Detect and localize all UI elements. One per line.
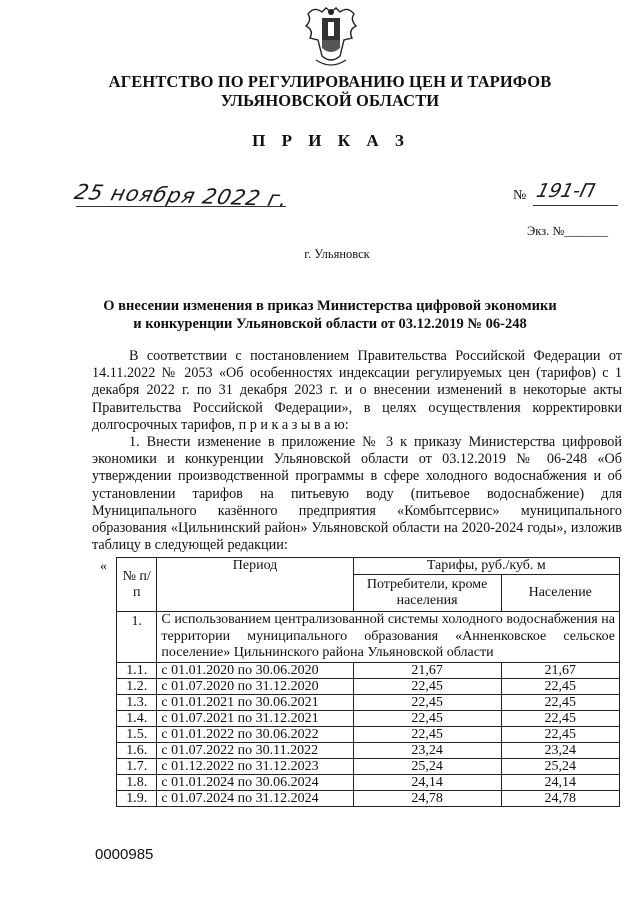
row-population-tariff: 22,45 bbox=[501, 710, 620, 726]
row-number: 1.7. bbox=[117, 758, 157, 774]
row-population-tariff: 25,24 bbox=[501, 758, 620, 774]
row-number: 1.5. bbox=[117, 726, 157, 742]
row-period: с 01.01.2020 по 30.06.2020 bbox=[157, 662, 353, 678]
row-consumers-tariff: 21,67 bbox=[353, 662, 501, 678]
row-population-tariff: 22,45 bbox=[501, 694, 620, 710]
row-period: с 01.07.2021 по 31.12.2021 bbox=[157, 710, 353, 726]
row-number: 1.3. bbox=[117, 694, 157, 710]
row-number: 1.6. bbox=[117, 742, 157, 758]
document-type: П Р И К А З bbox=[252, 131, 410, 150]
row-number: 1.4. bbox=[117, 710, 157, 726]
row-consumers-tariff: 22,45 bbox=[353, 726, 501, 742]
table-row bbox=[117, 774, 620, 790]
row-period: с 01.01.2021 по 30.06.2021 bbox=[157, 694, 353, 710]
row-number: 1.1. bbox=[117, 662, 157, 678]
table-header-row bbox=[117, 558, 620, 575]
section-number: 1. bbox=[117, 612, 157, 663]
row-consumers-tariff: 24,78 bbox=[353, 790, 501, 806]
table-row bbox=[117, 726, 620, 742]
opening-quote: « bbox=[100, 559, 107, 574]
subject-line1: О внесении изменения в приказ Министерства цифровой экономики bbox=[103, 298, 557, 314]
handwritten-date: 25 ноября 2022 г. bbox=[72, 180, 291, 212]
row-period: с 01.01.2022 по 30.06.2022 bbox=[157, 726, 353, 742]
row-population-tariff: 24,78 bbox=[501, 790, 620, 806]
row-period: с 01.12.2022 по 31.12.2023 bbox=[157, 758, 353, 774]
header-number: № п/п bbox=[117, 558, 157, 612]
subject-line2: и конкуренции Ульяновской области от 03.12.2019 № 06-248 bbox=[133, 316, 527, 332]
table-row bbox=[117, 758, 620, 774]
header-population: Население bbox=[501, 575, 620, 612]
row-consumers-tariff: 25,24 bbox=[353, 758, 501, 774]
row-consumers-tariff: 22,45 bbox=[353, 678, 501, 694]
paragraph-preamble: В соответствии с постановлением Правительства Российской Федерации от 14.11.2022 № 2053 «Об особенностях индексации регулируемых цен (тарифов) с 1 декабря 2022 г. по 31 декабря 2023 г. и о внесении изменений в некоторые акты Правительства Российской Федерации», в целях осуществления корректировки долгосрочных тарифов, п р и к а з ы в а ю: bbox=[92, 348, 622, 433]
row-population-tariff: 21,67 bbox=[501, 662, 620, 678]
document-code: 0000985 bbox=[95, 846, 154, 863]
agency-title bbox=[60, 72, 600, 110]
subject-heading bbox=[90, 297, 570, 333]
row-number: 1.9. bbox=[117, 790, 157, 806]
copy-number: Экз. №_______ bbox=[527, 224, 609, 238]
table-section-row bbox=[117, 612, 620, 663]
tariff-rows bbox=[117, 662, 620, 806]
row-number: 1.8. bbox=[117, 774, 157, 790]
row-consumers-tariff: 22,45 bbox=[353, 710, 501, 726]
handwritten-number: 191-П bbox=[534, 180, 598, 202]
table-row bbox=[117, 710, 620, 726]
header-period: Период bbox=[157, 558, 353, 612]
row-number: 1.2. bbox=[117, 678, 157, 694]
date-underline bbox=[76, 206, 286, 207]
tariff-table bbox=[116, 557, 620, 807]
table-row bbox=[117, 742, 620, 758]
table-row bbox=[117, 678, 620, 694]
row-period: с 01.07.2022 по 30.11.2022 bbox=[157, 742, 353, 758]
coat-of-arms-emblem bbox=[300, 4, 362, 72]
row-population-tariff: 22,45 bbox=[501, 726, 620, 742]
row-period: с 01.07.2024 по 31.12.2024 bbox=[157, 790, 353, 806]
header-consumers: Потребители, кроме населения bbox=[353, 575, 501, 612]
header-tariffs: Тарифы, руб./куб. м bbox=[353, 558, 619, 575]
row-period: с 01.01.2024 по 30.06.2024 bbox=[157, 774, 353, 790]
row-period: с 01.07.2020 по 31.12.2020 bbox=[157, 678, 353, 694]
row-population-tariff: 23,24 bbox=[501, 742, 620, 758]
row-consumers-tariff: 24,14 bbox=[353, 774, 501, 790]
row-population-tariff: 22,45 bbox=[501, 678, 620, 694]
table-row bbox=[117, 790, 620, 806]
row-consumers-tariff: 22,45 bbox=[353, 694, 501, 710]
agency-title-line1: АГЕНТСТВО ПО РЕГУЛИРОВАНИЮ ЦЕН И ТАРИФОВ bbox=[108, 72, 552, 91]
agency-title-line2: УЛЬЯНОВСКОЙ ОБЛАСТИ bbox=[220, 91, 440, 110]
number-label: № bbox=[513, 188, 527, 203]
body-text bbox=[92, 348, 622, 554]
city: г. Ульяновск bbox=[304, 247, 370, 261]
section-description: С использованием централизованной системы холодного водоснабжения на территории муниципального образования «Анненковское сельское поселение» Цильнинского района Ульяновской области bbox=[157, 612, 620, 663]
paragraph-order-1: 1. Внести изменение в приложение № 3 к приказу Министерства цифровой экономики и конкуренции Ульяновской области от 03.12.2019 № 06-248 «Об утверждении производственной программы в сфере холодного водоснабжения и об установлении тарифов на питьевую воду (питьевое водоснабжение) для Муниципального казённого предприятия «Комбытсервис» муниципального образования «Цильнинский район» Ульяновской области на 2020-2024 годы», изложив таблицу в следующей редакции: bbox=[92, 434, 622, 554]
row-consumers-tariff: 23,24 bbox=[353, 742, 501, 758]
table-row bbox=[117, 694, 620, 710]
table-row bbox=[117, 662, 620, 678]
number-underline bbox=[533, 205, 618, 206]
row-population-tariff: 24,14 bbox=[501, 774, 620, 790]
